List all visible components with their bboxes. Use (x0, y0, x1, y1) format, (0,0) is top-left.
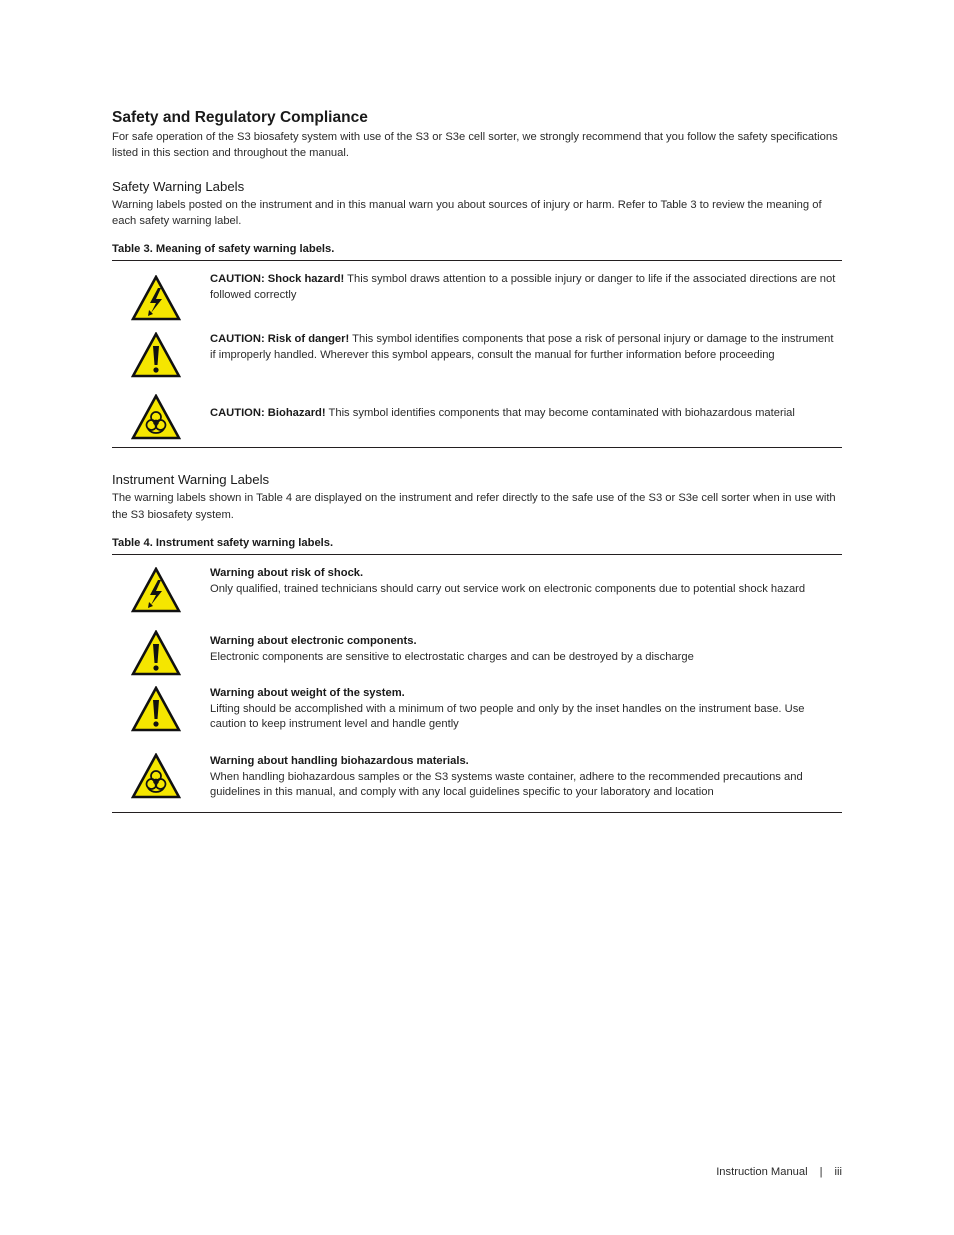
footer-label: Instruction Manual (716, 1166, 808, 1178)
row-text: This symbol draws attention to a possible injury or danger to life if the associated directions are not followed correctly (210, 273, 836, 301)
table3-row-shock (210, 272, 842, 303)
row-text: Electronic components are sensitive to electrostatic charges and can be destroyed by a discharge (210, 650, 694, 663)
instrument-labels-heading: Instrument Warning Labels (112, 472, 270, 487)
table3-row-danger (210, 332, 842, 363)
row-title: CAUTION: Shock hazard! (210, 273, 345, 285)
row-text: Lifting should be accomplished with a minimum of two people and only by the inset handles on the instrument base. Use caution to keep instrument level and handle gently (210, 702, 805, 730)
row-title: Warning about handling biohazardous materials. (210, 755, 469, 767)
row-title: Warning about risk of shock. (210, 567, 364, 579)
table4-row-weight (210, 686, 842, 733)
table4-bottom-rule (112, 812, 842, 813)
table3-top-rule (112, 260, 842, 261)
instrument-labels-intro: The warning labels shown in Table 4 are displayed on the instrument and refer directly to the safe use of the S3 or S3e cell sorter when in use with the S3 biosafety system. (112, 492, 836, 521)
table3-row-biohazard (210, 406, 842, 422)
page-footer (716, 1166, 842, 1178)
row-text: This symbol identifies components that may become contaminated with biohazardous material (325, 407, 795, 419)
shock-hazard-icon (131, 567, 181, 613)
biohazard-icon (131, 394, 181, 440)
shock-hazard-icon (131, 275, 181, 321)
danger-exclamation-icon (131, 686, 181, 732)
page-number: iii (834, 1166, 842, 1178)
safety-labels-intro: Warning labels posted on the instrument and in this manual warn you about sources of injury or harm. Refer to Table 3 to review the meaning of each safety warning label. (112, 199, 822, 227)
row-text: This symbol identifies components that pose a risk of personal injury or damage to the instrument if improperly handled. Wherever this symbol appears, consult the manual for further information before proceeding (210, 333, 834, 361)
safety-labels-heading: Safety Warning Labels (112, 179, 245, 194)
section-intro: For safe operation of the S3 biosafety system with use of the S3 or S3e cell sorter, we strongly recommend that you follow the safety specifications listed in this section and throughout the manual. (112, 131, 838, 159)
row-title: Warning about electronic components. (210, 635, 417, 647)
footer-separator: | (819, 1166, 823, 1178)
danger-exclamation-icon (131, 630, 181, 676)
row-text: When handling biohazardous samples or the S3 systems waste container, adhere to the recommended precautions and guidelines in this manual, and comply with any local guidelines specific to your laboratory and location (210, 770, 803, 798)
table4-top-rule (112, 554, 842, 555)
row-title: CAUTION: Biohazard! (210, 407, 326, 419)
table4-row-electronic (210, 634, 842, 665)
table4-caption: Table 4. Instrument safety warning labels. (112, 537, 334, 549)
danger-exclamation-icon (131, 332, 181, 378)
row-title: Warning about weight of the system. (210, 687, 405, 699)
table4-row-biohazard (210, 754, 842, 801)
table4-row-shock (210, 566, 842, 597)
row-text: Only qualified, trained technicians should carry out service work on electronic components due to potential shock hazard (210, 582, 806, 595)
row-title: CAUTION: Risk of danger! (210, 333, 350, 345)
table3-bottom-rule (112, 447, 842, 448)
biohazard-icon (131, 753, 181, 799)
section-title: Safety and Regulatory Compliance (112, 109, 368, 126)
table3-caption: Table 3. Meaning of safety warning labels. (112, 243, 335, 255)
